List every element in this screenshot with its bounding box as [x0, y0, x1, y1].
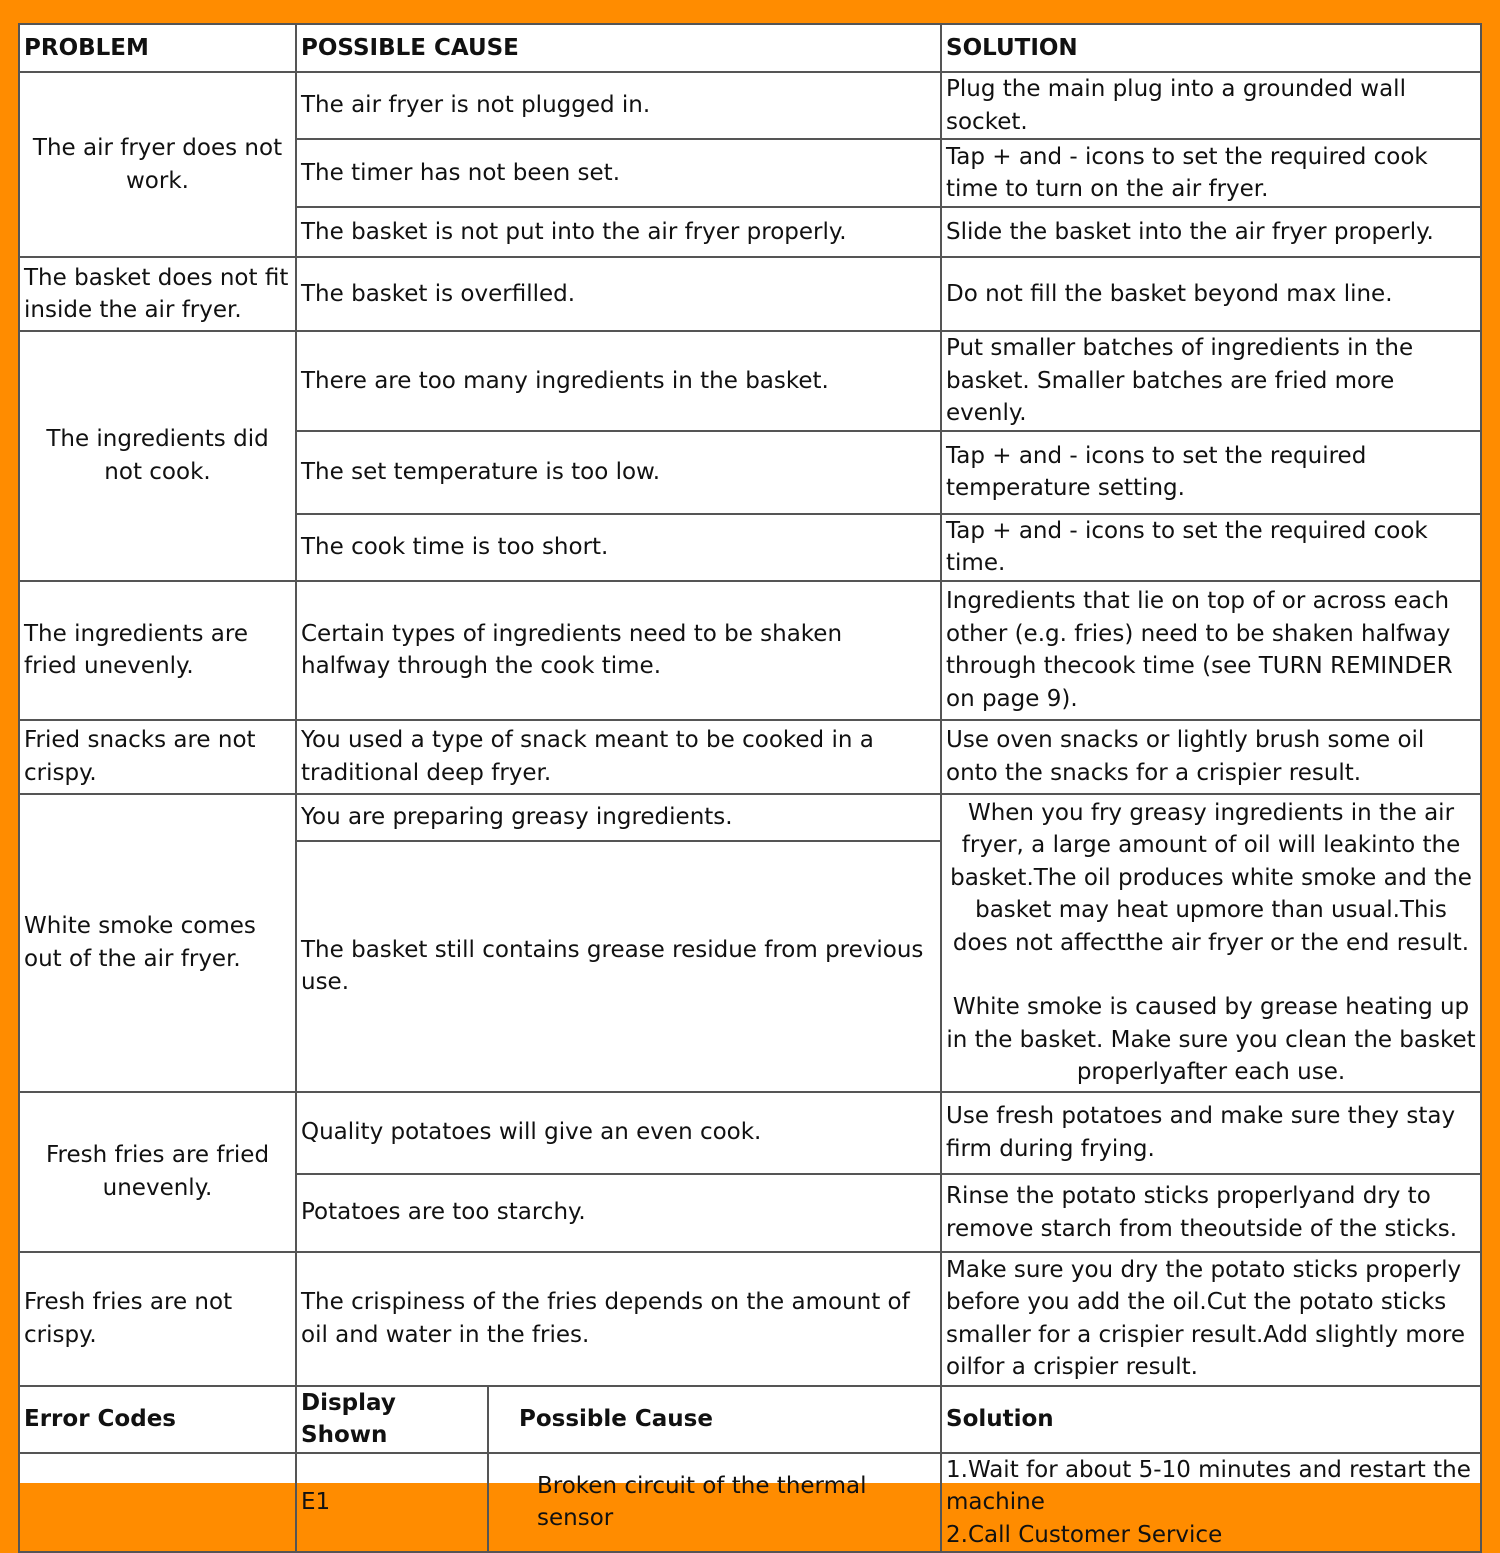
table-row	[19, 72, 1481, 139]
cause-cell: The crispiness of the fries depends on the amount of oil and water in the fries.	[296, 1252, 941, 1386]
solution-cell: Do not fill the basket beyond max line.	[941, 257, 1481, 331]
cause-cell: Certain types of ingredients need to be shaken halfway through the cook time.	[296, 581, 941, 720]
solution-cell: Tap + and - icons to set the required cook time to turn on the air fryer.	[941, 139, 1481, 207]
problem-cell: Fresh fries are fried unevenly.	[19, 1092, 296, 1252]
problem-cell: White smoke comes out of the air fryer.	[19, 794, 296, 1092]
header-problem: PROBLEM	[19, 24, 296, 72]
solution-cell: Use fresh potatoes and make sure they stay firm during frying.	[941, 1092, 1481, 1174]
cause-cell: You used a type of snack meant to be cooked in a traditional deep fryer.	[296, 720, 941, 794]
cause-cell: There are too many ingredients in the basket.	[296, 331, 941, 431]
solution-cell: Rinse the potato sticks properlyand dry to remove starch from theoutside of the sticks.	[941, 1174, 1481, 1252]
table-row	[19, 1252, 1481, 1386]
table-row	[19, 581, 1481, 720]
header-error-possible-cause: Possible Cause	[488, 1386, 941, 1453]
solution-paragraph: White smoke is caused by grease heating up in the basket. Make sure you clean the basket properlyafter each use.	[946, 994, 1476, 1085]
solution-cell: Tap + and - icons to set the required temperature setting.	[941, 431, 1481, 514]
problem-cell: Fried snacks are not crispy.	[19, 720, 296, 794]
error-cause-cell: Broken circuit of the thermal sensor	[488, 1453, 941, 1553]
cause-cell: The basket is not put into the air fryer properly.	[296, 207, 941, 257]
table-row	[19, 331, 1481, 431]
problem-cell: Fresh fries are not crispy.	[19, 1252, 296, 1386]
problem-cell: The air fryer does not work.	[19, 72, 296, 257]
error-solution-cell	[941, 1453, 1481, 1553]
header-solution: SOLUTION	[941, 24, 1481, 72]
cause-cell: The cook time is too short.	[296, 514, 941, 581]
header-error-codes: Error Codes	[19, 1386, 296, 1453]
solution-cell: Slide the basket into the air fryer properly.	[941, 207, 1481, 257]
troubleshooting-table	[18, 23, 1482, 1553]
error-header-row	[19, 1386, 1481, 1453]
solution-cell: Ingredients that lie on top of or across each other (e.g. fries) need to be shaken halfway through thecook time (see TURN REMINDER on page 9).	[941, 581, 1481, 720]
header-error-solution: Solution	[941, 1386, 1481, 1453]
solution-cell: Plug the main plug into a grounded wall socket.	[941, 72, 1481, 139]
cause-cell: Potatoes are too starchy.	[296, 1174, 941, 1252]
error-solution-step: 1.Wait for about 5-10 minutes and restart the machine	[946, 1456, 1471, 1515]
cause-cell: The basket still contains grease residue from previous use.	[296, 841, 941, 1092]
cause-cell: The timer has not been set.	[296, 139, 941, 207]
solution-cell: Make sure you dry the potato sticks properly before you add the oil.Cut the potato sticks smaller for a crispier result.Add slightly more oilfor a crispier result.	[941, 1252, 1481, 1386]
paragraph-gap	[946, 959, 1476, 991]
solution-cell: Put smaller batches of ingredients in the basket. Smaller batches are fried more evenly.	[941, 331, 1481, 431]
header-row	[19, 24, 1481, 72]
solution-cell	[941, 794, 1481, 1092]
cause-cell: The basket is overfilled.	[296, 257, 941, 331]
display-shown-cell: E1	[296, 1453, 488, 1553]
table-row	[19, 794, 1481, 841]
solution-cell: Use oven snacks or lightly brush some oil onto the snacks for a crispier result.	[941, 720, 1481, 794]
error-solution-step: 2.Call Customer Service	[946, 1521, 1223, 1548]
problem-cell: The ingredients did not cook.	[19, 331, 296, 581]
error-code-cell	[19, 1453, 296, 1553]
troubleshooting-sheet	[18, 23, 1480, 1548]
table-row	[19, 720, 1481, 794]
table-row	[19, 1092, 1481, 1174]
header-display-shown: Display Shown	[296, 1386, 488, 1453]
problem-cell: The basket does not fit inside the air fryer.	[19, 257, 296, 331]
solution-paragraph: When you fry greasy ingredients in the air fryer, a large amount of oil will leakinto the basket.The oil produces white smoke and the basket may heat upmore than usual.This does not affectthe air fryer or the end result.	[950, 799, 1472, 956]
table-row	[19, 257, 1481, 331]
cause-cell: The air fryer is not plugged in.	[296, 72, 941, 139]
cause-cell: The set temperature is too low.	[296, 431, 941, 514]
error-row	[19, 1453, 1481, 1553]
cause-cell: You are preparing greasy ingredients.	[296, 794, 941, 841]
solution-cell: Tap + and - icons to set the required cook time.	[941, 514, 1481, 581]
cause-cell: Quality potatoes will give an even cook.	[296, 1092, 941, 1174]
problem-cell: The ingredients are fried unevenly.	[19, 581, 296, 720]
header-possible-cause: POSSIBLE CAUSE	[296, 24, 941, 72]
